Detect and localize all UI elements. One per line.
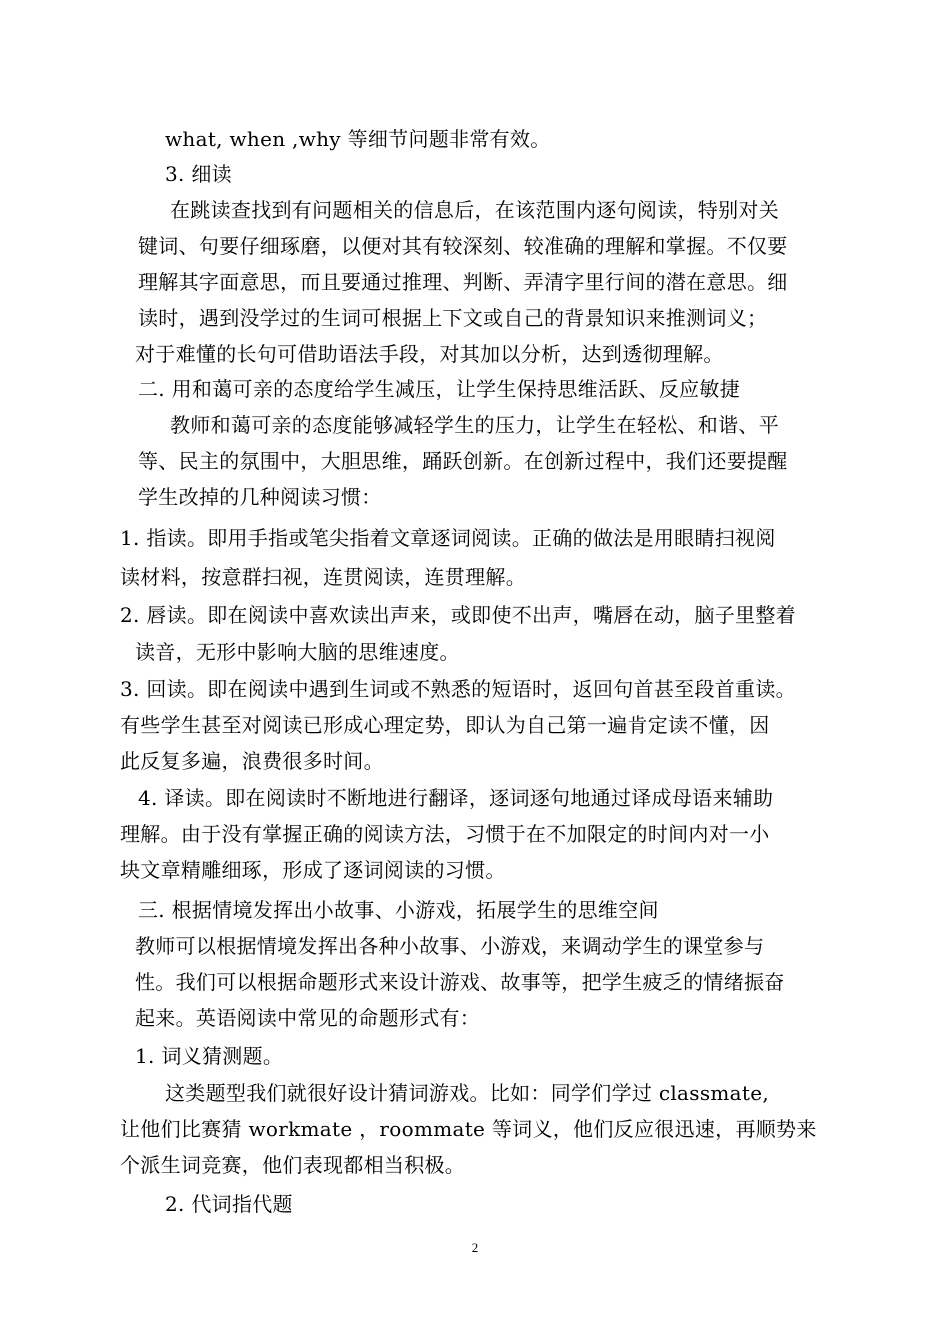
text-line: 此反复多遍，浪费很多时间。: [120, 749, 384, 773]
text-line: 键词、句要仔细琢磨，以便对其有较深刻、较准确的理解和掌握。不仅要: [138, 234, 788, 258]
text-line: 理解。由于没有掌握正确的阅读方法，习惯于在不加限定的时间内对一小: [120, 822, 770, 846]
list-item: 1. 词义猜测题。: [135, 1044, 284, 1068]
text-line: 学生改掉的几种阅读习惯：: [138, 485, 382, 509]
text-line: 教师可以根据情境发挥出各种小故事、小游戏，来调动学生的课堂参与: [135, 934, 765, 958]
text-line: 教师和蔼可亲的态度能够减轻学生的压力，让学生在轻松、和谐、平: [170, 413, 779, 437]
text-line: 个派生词竞赛，他们表现都相当积极。: [120, 1153, 466, 1177]
list-item: 4. 译读。即在阅读时不断地进行翻译，逐词逐句地通过译成母语来辅助: [138, 786, 774, 810]
text-line: 块文章精雕细琢，形成了逐词阅读的习惯。: [120, 858, 506, 882]
section-heading-3: 三. 根据情境发挥出小故事、小游戏，拓展学生的思维空间: [138, 898, 659, 922]
text-line: 理解其字面意思，而且要通过推理、判断、弄清字里行间的潜在意思。细: [138, 270, 788, 294]
text-line: 在跳读查找到有问题相关的信息后，在该范围内逐句阅读，特别对关: [170, 198, 779, 222]
list-item: 2. 唇读。即在阅读中喜欢读出声来，或即使不出声，嘴唇在动，脑子里整着: [120, 603, 796, 627]
list-item: 2. 代词指代题: [165, 1192, 293, 1216]
subheading-close-reading: 3. 细读: [165, 162, 232, 186]
text-line: 等、民主的氛围中，大胆思维，踊跃创新。在创新过程中，我们还要提醒: [138, 449, 788, 473]
text-line: 读音，无形中影响大脑的思维速度。: [135, 640, 460, 664]
list-item: 1. 指读。即用手指或笔尖指着文章逐词阅读。正确的做法是用眼睛扫视阅: [120, 526, 776, 550]
text-line: 读时，遇到没学过的生词可根据上下文或自己的背景知识来推测词义；: [138, 306, 768, 330]
section-heading-2: 二. 用和蔼可亲的态度给学生减压，让学生保持思维活跃、反应敏捷: [138, 377, 741, 401]
text-line: 起来。英语阅读中常见的命题形式有：: [135, 1006, 481, 1030]
text-line: 让他们比赛猜 workmate ，roommate 等词义，他们反应很迅速，再顺势来: [120, 1117, 817, 1141]
text-line: 对于难懂的长句可借助语法手段，对其加以分析，达到透彻理解。: [135, 342, 724, 366]
text-line: 读材料，按意群扫视，连贯阅读，连贯理解。: [120, 565, 526, 589]
page-number: 2: [471, 1240, 479, 1255]
text-line: 有些学生甚至对阅读已形成心理定势，即认为自己第一遍肯定读不懂，因: [120, 713, 770, 737]
text-line: 性。我们可以根据命题形式来设计游戏、故事等，把学生疲乏的情绪振奋: [135, 970, 785, 994]
text-line: what, when ,why 等细节问题非常有效。: [165, 127, 551, 151]
list-item: 3. 回读。即在阅读中遇到生词或不熟悉的短语时，返回句首甚至段首重读。: [120, 677, 796, 701]
text-line: 这类题型我们就很好设计猜词游戏。比如：同学们学过 classmate,: [165, 1081, 770, 1105]
